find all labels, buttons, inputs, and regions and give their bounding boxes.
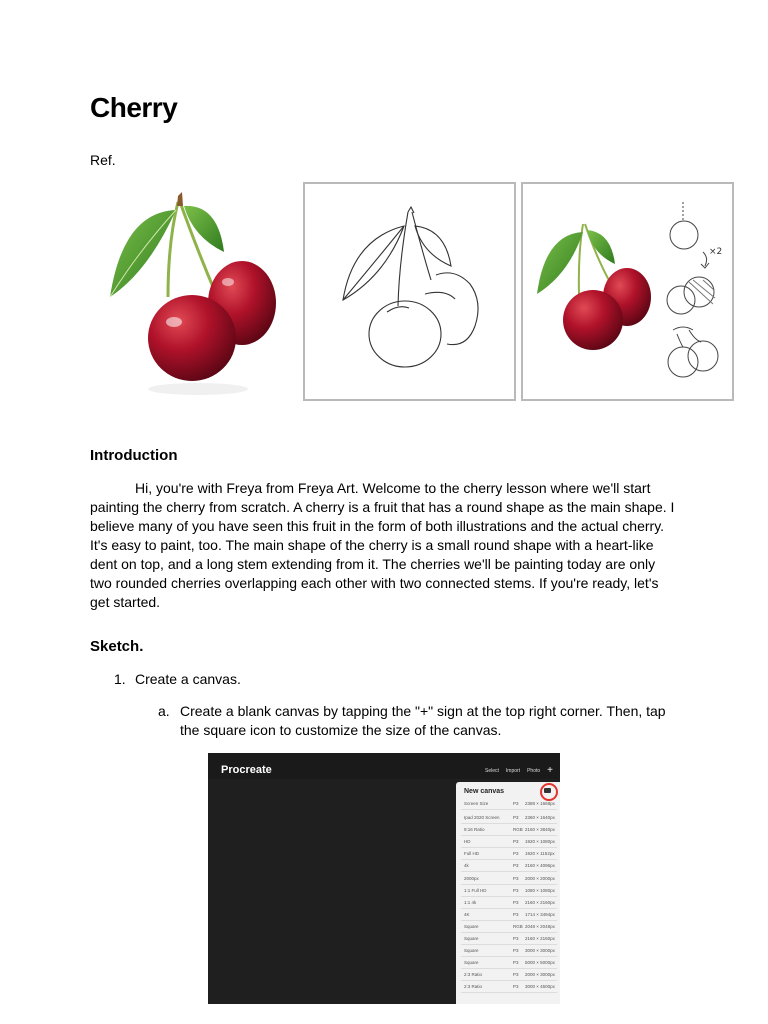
canvas-preset-row[interactable]: [461, 921, 557, 933]
canvas-preset-cs: P3: [513, 960, 519, 966]
canvas-preset-name: Square: [464, 948, 479, 954]
canvas-preset-name: 2:3 Ratio: [464, 984, 483, 990]
canvas-preset-size: 2048 × 2048px: [525, 923, 555, 929]
canvas-preset-cs: P3: [513, 984, 519, 990]
canvas-preset-cs: P3: [513, 815, 519, 820]
new-canvas-panel: [456, 782, 560, 1004]
canvas-preset-row[interactable]: [461, 885, 557, 897]
times-two-note: ×2: [709, 247, 723, 257]
introduction-paragraph: Hi, you're with Freya from Freya Art. Welcome to the cherry lesson where we'll start painting the cherry from scratch. A cherry is a fruit that has a round shape as the main shape. I believe many of you have seen this fruit in the form of both illustrations and the actual cherry. It's easy to paint, too. The main shape of the cherry is a small round shape with a heart-like dent on top, and a long stem extending from it. The cherries we'll be painting today are only two rounded cherries overlapping each other with two connected stems. If you're ready, let's get started.: [90, 480, 675, 610]
canvas-preset-size: 1920 × 1080px: [525, 839, 555, 845]
canvas-preset-size: 3000 × 3000px: [525, 948, 555, 954]
canvas-preset-name: 1:1 Full HD: [464, 887, 487, 893]
canvas-preset-row[interactable]: [461, 933, 557, 945]
custom-canvas-icon[interactable]: [544, 788, 551, 793]
canvas-preset-name: Square: [464, 936, 479, 941]
canvas-preset-cs: P3: [513, 851, 519, 857]
canvas-preset-size: 1920 × 1152px: [525, 851, 555, 857]
canvas-preset-name: HD: [464, 839, 471, 845]
list-item-text: Create a blank canvas by tapping the "+" sign at the top right corner. Then, tap the square icon to customize the size of the canvas.: [180, 703, 666, 738]
canvas-preset-row[interactable]: [461, 860, 557, 872]
canvas-preset-row[interactable]: [461, 957, 557, 969]
canvas-preset-cs: RGB: [513, 923, 523, 929]
list-letter: a.: [158, 703, 170, 719]
canvas-preset-cs: P3: [513, 839, 519, 845]
canvas-preset-size: 2160 × 3840px: [525, 827, 555, 833]
photo-button[interactable]: Photo: [527, 768, 541, 774]
canvas-preset-name: 2000px: [464, 875, 479, 881]
ref-label: Ref.: [90, 152, 116, 168]
canvas-preset-name: Square: [464, 923, 479, 929]
procreate-title: Procreate: [221, 764, 272, 776]
canvas-preset-row[interactable]: [461, 824, 557, 836]
canvas-preset-size: 5000 × 5000px: [525, 960, 555, 966]
canvas-preset-size: 2360 × 1640px: [525, 815, 555, 820]
canvas-preset-cs: P3: [513, 801, 519, 806]
canvas-preset-size: 2160 × 2160px: [525, 936, 555, 941]
canvas-preset-name: 2:3 Ratio: [464, 972, 483, 978]
procreate-screenshot: [208, 753, 560, 1004]
canvas-preset-cs: P3: [513, 875, 519, 881]
canvas-preset-name: 9:16 Ratio: [464, 827, 485, 833]
canvas-preset-name: 1:1 4k: [464, 899, 477, 905]
canvas-preset-cs: P3: [513, 863, 519, 869]
canvas-preset-size: 2000 × 3000px: [525, 972, 555, 978]
canvas-preset-name: Full HD: [464, 851, 480, 857]
import-button[interactable]: Import: [505, 768, 521, 774]
cherry-line-art: [303, 182, 516, 401]
canvas-preset-row[interactable]: [461, 897, 557, 909]
canvas-preset-row[interactable]: [461, 873, 557, 885]
canvas-preset-size: 1080 × 1080px: [525, 887, 555, 893]
canvas-preset-name: Screen Size: [464, 801, 489, 806]
cherry-photo: [88, 182, 298, 400]
plus-button[interactable]: +: [547, 765, 553, 776]
canvas-preset-row[interactable]: [461, 812, 557, 824]
procreate-actions: [485, 765, 553, 776]
canvas-preset-row[interactable]: [461, 981, 557, 993]
canvas-preset-cs: P3: [513, 899, 519, 905]
canvas-preset-cs: P3: [513, 948, 519, 954]
new-canvas-title: New canvas: [464, 788, 505, 795]
canvas-preset-cs: P3: [513, 972, 519, 978]
sketch-heading: Sketch.: [90, 638, 144, 655]
canvas-preset-name: 4K: [464, 911, 470, 917]
cherry-steps-reference: [521, 182, 734, 401]
canvas-preset-name: 4k: [464, 863, 469, 869]
select-button[interactable]: Select: [485, 768, 499, 774]
list-item-text: Create a canvas.: [135, 671, 241, 687]
canvas-preset-size: 2160 × 2160px: [525, 899, 555, 905]
canvas-preset-name: Ipad 2020 Screen: [464, 815, 500, 820]
canvas-preset-row[interactable]: [461, 836, 557, 848]
canvas-preset-row[interactable]: [461, 945, 557, 957]
canvas-preset-size: 2000 × 2000px: [525, 875, 555, 881]
canvas-preset-size: 3000 × 4500px: [525, 984, 555, 990]
canvas-preset-cs: P3: [513, 936, 519, 941]
canvas-preset-size: 2160 × 4096px: [525, 863, 555, 869]
canvas-preset-cs: P3: [513, 887, 519, 893]
introduction-heading: Introduction: [90, 447, 178, 464]
canvas-preset-row[interactable]: [461, 969, 557, 981]
canvas-preset-name: Square: [464, 960, 479, 966]
canvas-preset-cs: P3: [513, 911, 519, 917]
canvas-preset-row[interactable]: [461, 848, 557, 860]
canvas-preset-row[interactable]: [461, 909, 557, 921]
canvas-preset-size: 2388 × 1668px: [525, 801, 555, 806]
canvas-preset-row[interactable]: [461, 798, 557, 810]
list-number: 1.: [114, 671, 126, 687]
document-title: Cherry: [90, 92, 178, 123]
canvas-preset-size: 1714 × 3494px: [525, 911, 555, 917]
canvas-preset-cs: RGB: [513, 827, 523, 833]
